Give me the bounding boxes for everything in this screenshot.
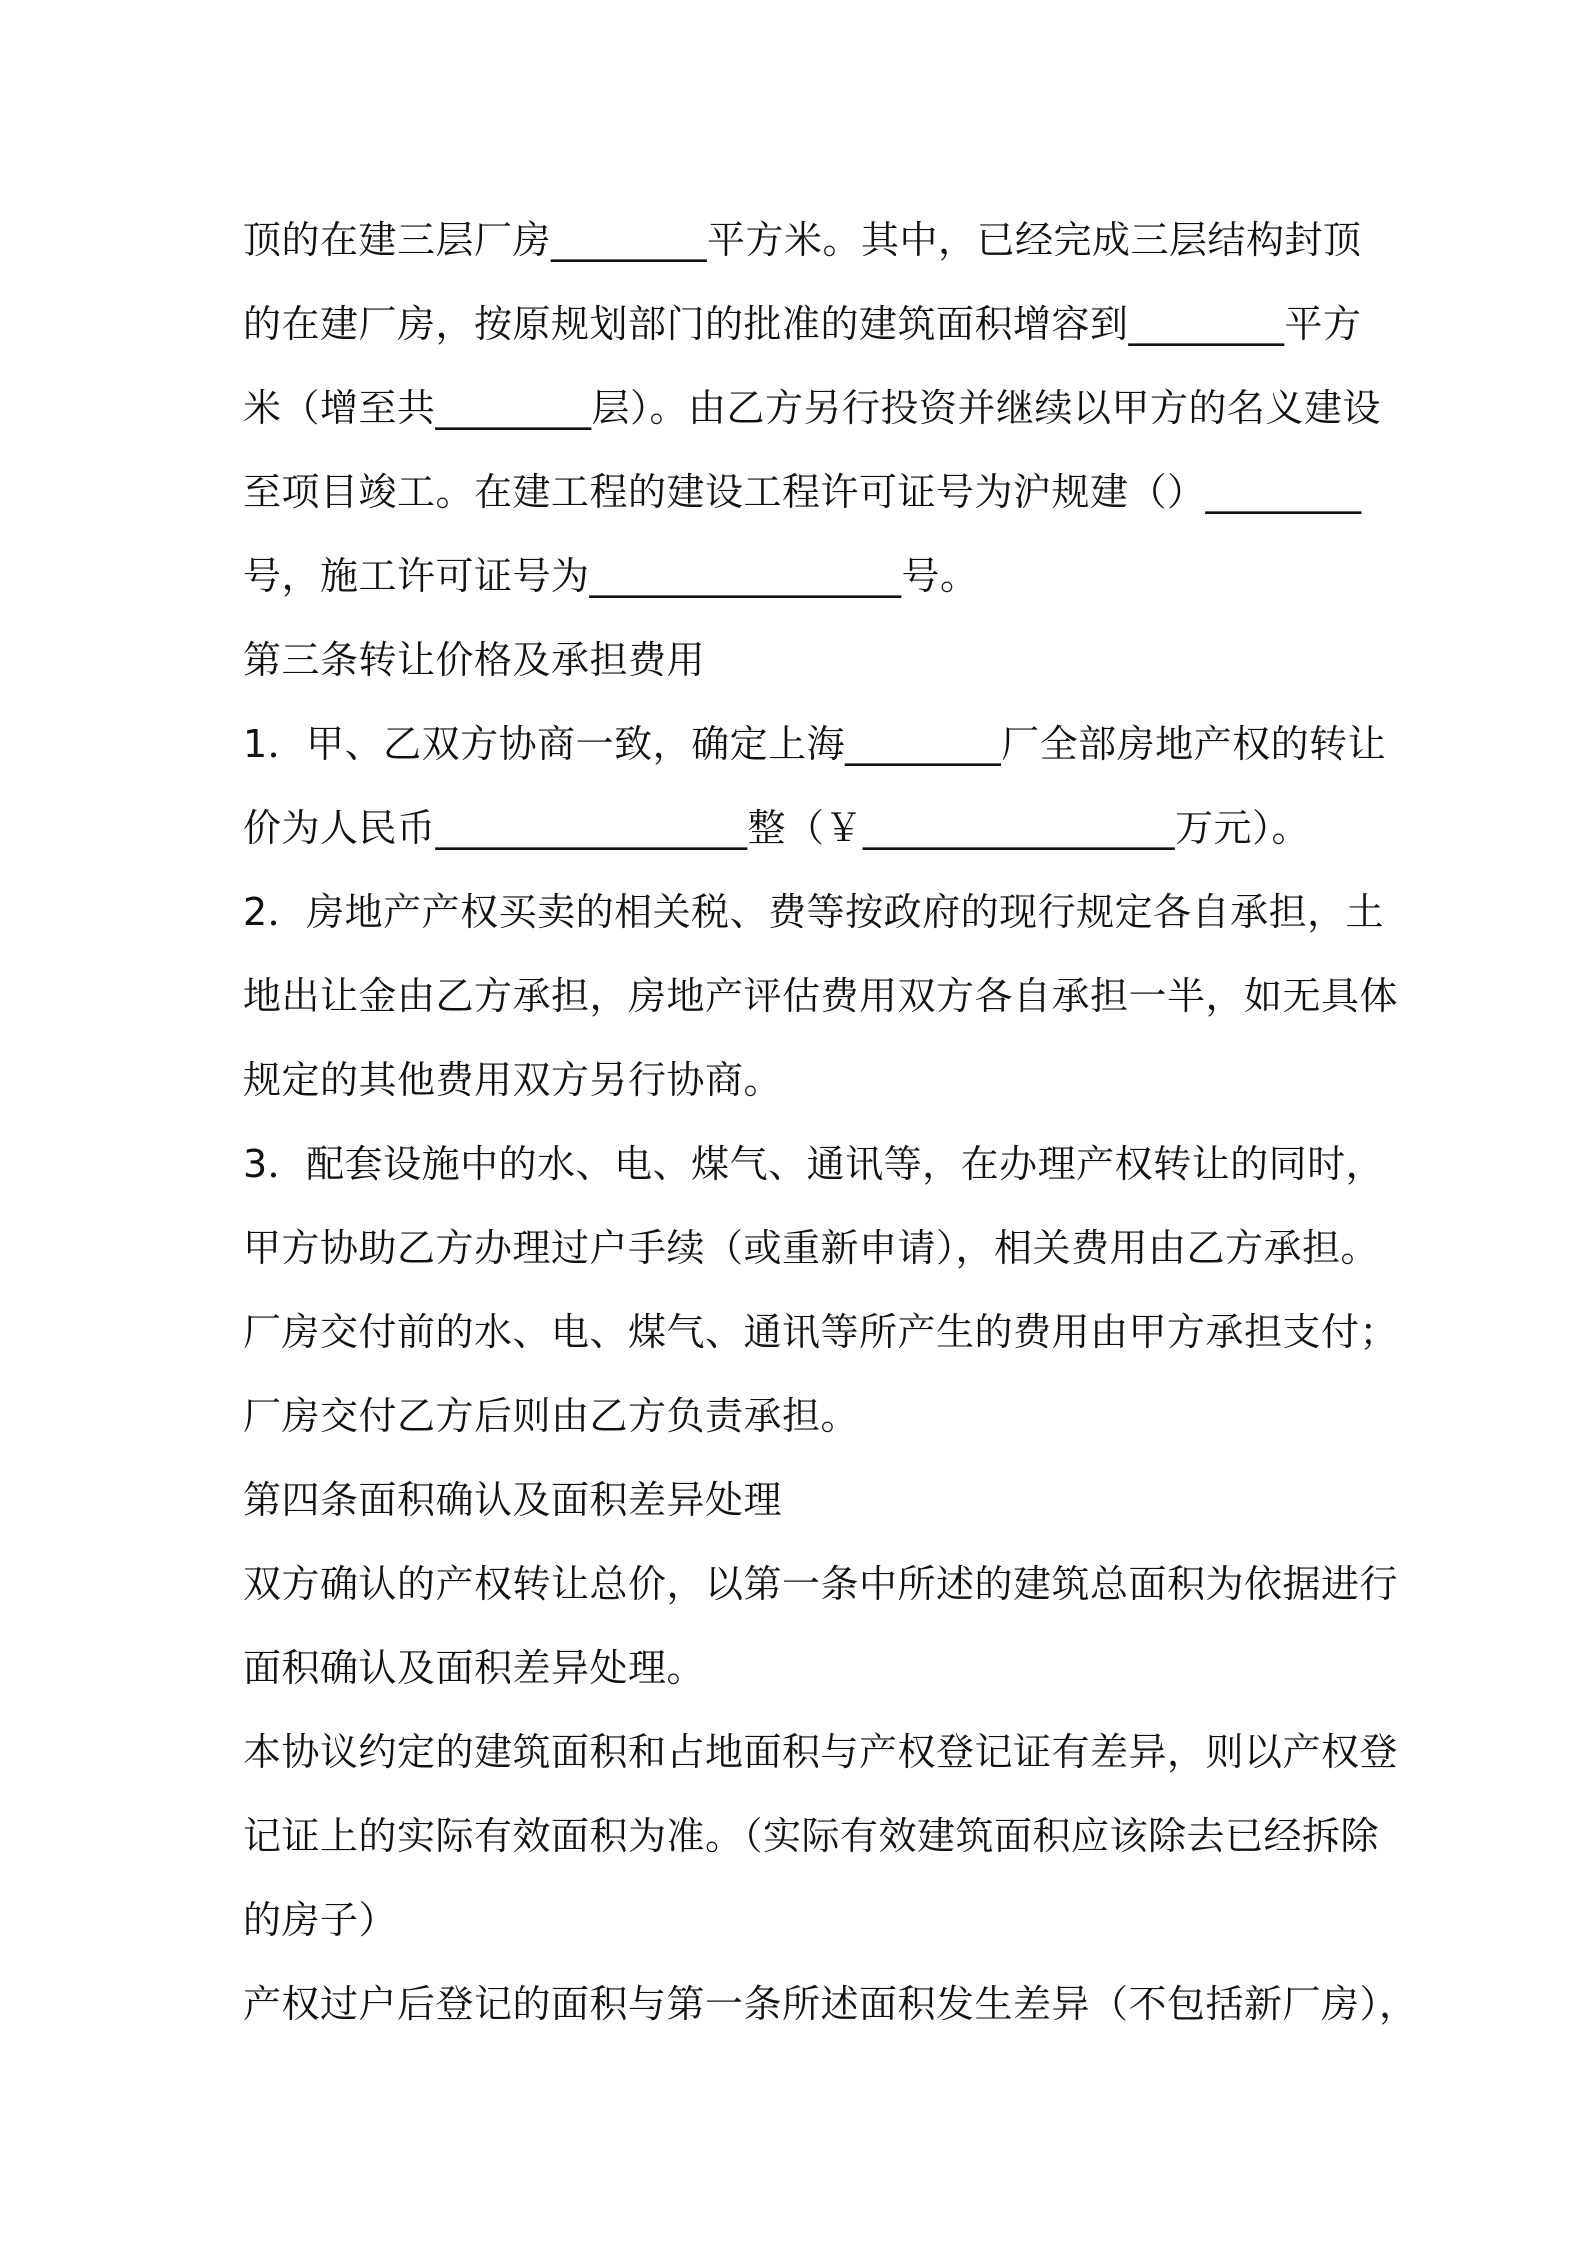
text-line: 双方确认的产权转让总价，以第一条中所述的建筑总面积为依据进行 [243, 1562, 1399, 1606]
text-line: 甲方协助乙方办理过户手续（或重新申请），相关费用由乙方承担。 [243, 1226, 1380, 1270]
text-line: 厂房交付前的水、电、煤气、通讯等所产生的费用由甲方承担支付； [243, 1310, 1399, 1354]
text-line: 地出让金由乙方承担，房地产评估费用双方各自承担一半，如无具体 [243, 974, 1399, 1018]
text-line: 价为人民币________________整（￥________________万元）。 [243, 806, 1311, 850]
text-line: 规定的其他费用双方另行协商。 [243, 1058, 783, 1102]
text-line: 本协议约定的建筑面积和占地面积与产权登记证有差异，则以产权登 [243, 1730, 1399, 1774]
section-heading: 第三条转让价格及承担费用 [243, 638, 706, 682]
text-line: 米（增至共________层）。由乙方另行投资并继续以甲方的名义建设 [243, 386, 1382, 430]
text-line: 记证上的实际有效面积为准。（实际有效建筑面积应该除去已经拆除 [243, 1814, 1380, 1858]
text-line: 号，施工许可证号为________________号。 [243, 554, 979, 598]
text-line: 2．房地产产权买卖的相关税、费等按政府的现行规定各自承担，土 [243, 890, 1385, 934]
text-line: 3．配套设施中的水、电、煤气、通讯等，在办理产权转让的同时， [243, 1142, 1385, 1186]
text-line: 至项目竣工。在建工程的建设工程许可证号为沪规建（）________ [243, 470, 1362, 514]
document-body [243, 198, 1418, 2046]
text-line: 的在建厂房，按原规划部门的批准的建筑面积增容到________平方 [243, 302, 1362, 346]
text-line: 顶的在建三层厂房________平方米。其中，已经完成三层结构封顶 [243, 218, 1362, 262]
text-line: 1．甲、乙双方协商一致，确定上海________厂全部房地产权的转让 [243, 722, 1387, 766]
section-heading: 第四条面积确认及面积差异处理 [243, 1478, 783, 1522]
text-line: 的房子） [243, 1898, 398, 1942]
text-line: 面积确认及面积差异处理。 [243, 1646, 706, 1690]
text-line: 产权过户后登记的面积与第一条所述面积发生差异（不包括新厂房）， [243, 1982, 1418, 2026]
text-line: 厂房交付乙方后则由乙方负责承担。 [243, 1394, 860, 1438]
